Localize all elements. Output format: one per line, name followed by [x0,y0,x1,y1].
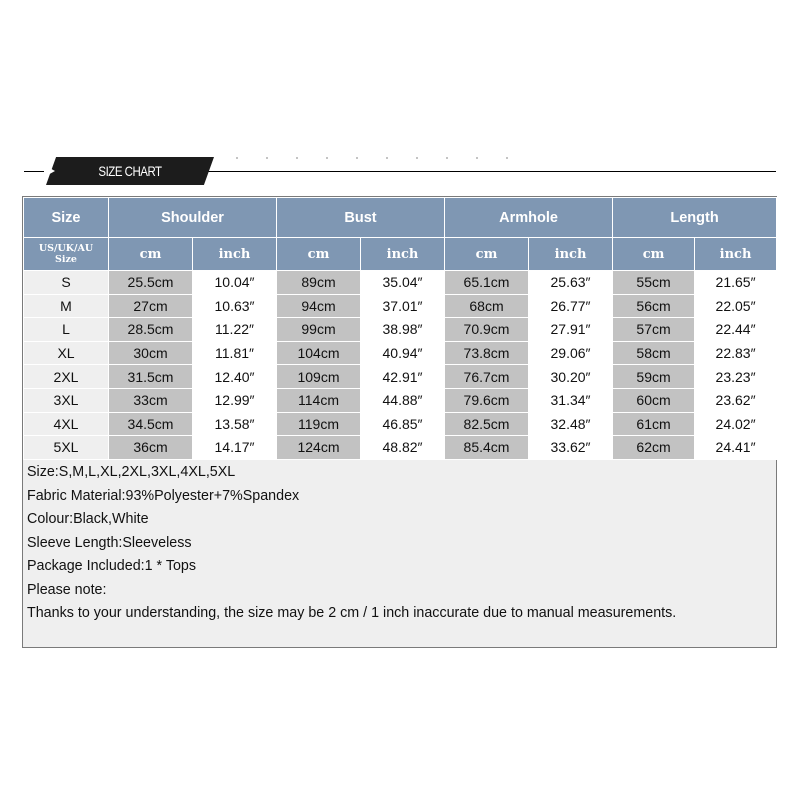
inch-value-cell: 37.01″ [361,294,445,318]
inch-value-cell: 23.62″ [695,388,777,412]
inch-value-cell: 30.20″ [529,365,613,389]
table-row [24,436,777,460]
cm-value-cell: 76.7cm [445,365,529,389]
cm-value-cell: 79.6cm [445,388,529,412]
table-row [24,271,777,295]
bust-header: Bust [277,198,445,238]
cm-value-cell: 31.5cm [109,365,193,389]
unit-cm-header: cm [277,238,361,271]
inch-value-cell: 12.40″ [193,365,277,389]
unit-inch-header: inch [193,238,277,271]
cm-value-cell: 36cm [109,436,193,460]
inch-value-cell: 33.62″ [529,436,613,460]
inch-value-cell: 10.63″ [193,294,277,318]
note-line: Colour:Black,White [27,511,149,527]
size-chart-banner [24,154,776,188]
table-row [24,318,777,342]
unit-cm-header: cm [109,238,193,271]
cm-value-cell: 55cm [613,271,695,295]
size-label-cell: L [24,318,109,342]
inch-value-cell: 48.82″ [361,436,445,460]
cm-value-cell: 99cm [277,318,361,342]
note-line: Please note: [27,581,107,598]
table-row [24,365,777,389]
inch-value-cell: 42.91″ [361,365,445,389]
inch-value-cell: 35.04″ [361,271,445,295]
cm-value-cell: 57cm [613,318,695,342]
inch-value-cell: 22.44″ [695,318,777,342]
table-row [24,412,777,436]
unit-inch-header: inch [361,238,445,271]
cm-value-cell: 61cm [613,412,695,436]
inch-value-cell: 12.99″ [193,388,277,412]
inch-value-cell: 11.81″ [193,341,277,365]
note-line: Package Included:1 * Tops [27,558,197,574]
size-region-sub-label: Size [55,254,77,265]
banner-left-rule [24,171,44,172]
cm-value-cell: 68cm [445,294,529,318]
inch-value-cell: 29.06″ [529,341,613,365]
table-group-header-row [24,198,777,238]
inch-value-cell: 31.34″ [529,388,613,412]
cm-value-cell: 62cm [613,436,695,460]
unit-cm-header: cm [445,238,529,271]
size-label-cell: 2XL [24,365,109,389]
size-label-cell: S [24,271,109,295]
cm-value-cell: 25.5cm [109,271,193,295]
inch-value-cell: 46.85″ [361,412,445,436]
inch-value-cell: 22.05″ [695,294,777,318]
cm-value-cell: 30cm [109,341,193,365]
cm-value-cell: 124cm [277,436,361,460]
cm-value-cell: 82.5cm [445,412,529,436]
table-row [24,388,777,412]
cm-value-cell: 59cm [613,365,695,389]
length-header: Length [613,198,777,238]
size-table-body [24,271,777,460]
note-line: Size:S,M,L,XL,2XL,3XL,4XL,5XL [27,464,236,480]
cm-value-cell: 70.9cm [445,318,529,342]
cm-value-cell: 65.1cm [445,271,529,295]
banner-tag [46,157,214,185]
size-region-header [24,238,109,271]
size-label-cell: 5XL [24,436,109,460]
cm-value-cell: 85.4cm [445,436,529,460]
cm-value-cell: 114cm [277,388,361,412]
inch-value-cell: 22.83″ [695,341,777,365]
size-label-cell: XL [24,341,109,365]
inch-value-cell: 44.88″ [361,388,445,412]
inch-value-cell: 10.04″ [193,271,277,295]
inch-value-cell: 32.48″ [529,412,613,436]
inch-value-cell: 23.23″ [695,365,777,389]
cm-value-cell: 89cm [277,271,361,295]
size-chart-panel [22,196,777,648]
inch-value-cell: 21.65″ [695,271,777,295]
inch-value-cell: 26.77″ [529,294,613,318]
armhole-header: Armhole [445,198,613,238]
inch-value-cell: 24.02″ [695,412,777,436]
size-column-header: Size [24,198,109,238]
unit-inch-header: inch [529,238,613,271]
note-line: Thanks to your understanding, the size may be 2 cm / 1 inch inaccurate due to manual measurements. [27,605,677,621]
inch-value-cell: 27.91″ [529,318,613,342]
inch-value-cell: 11.22″ [193,318,277,342]
unit-cm-header: cm [613,238,695,271]
table-unit-header-row [24,238,777,271]
cm-value-cell: 73.8cm [445,341,529,365]
inch-value-cell: 14.17″ [193,436,277,460]
banner-title: SIZE CHART [98,163,162,179]
inch-value-cell: 13.58″ [193,412,277,436]
cm-value-cell: 27cm [109,294,193,318]
cm-value-cell: 60cm [613,388,695,412]
cm-value-cell: 33cm [109,388,193,412]
cm-value-cell: 34.5cm [109,412,193,436]
cm-value-cell: 119cm [277,412,361,436]
banner-dotted-decoration [222,156,522,160]
inch-value-cell: 38.98″ [361,318,445,342]
size-region-label: US/UK/AU [38,243,94,254]
size-label-cell: 4XL [24,412,109,436]
size-label-cell: M [24,294,109,318]
banner-right-rule [200,171,776,172]
cm-value-cell: 94cm [277,294,361,318]
cm-value-cell: 109cm [277,365,361,389]
inch-value-cell: 24.41″ [695,436,777,460]
size-table [23,197,777,460]
inch-value-cell: 40.94″ [361,341,445,365]
size-label-cell: 3XL [24,388,109,412]
cm-value-cell: 28.5cm [109,318,193,342]
cm-value-cell: 58cm [613,341,695,365]
table-row [24,294,777,318]
note-line: Sleeve Length:Sleeveless [27,534,192,551]
unit-inch-header: inch [695,238,777,271]
product-notes [27,461,772,626]
cm-value-cell: 56cm [613,294,695,318]
shoulder-header: Shoulder [109,198,277,238]
note-line: Fabric Material:93%Polyester+7%Spandex [27,487,300,504]
table-row [24,341,777,365]
inch-value-cell: 25.63″ [529,271,613,295]
cm-value-cell: 104cm [277,341,361,365]
